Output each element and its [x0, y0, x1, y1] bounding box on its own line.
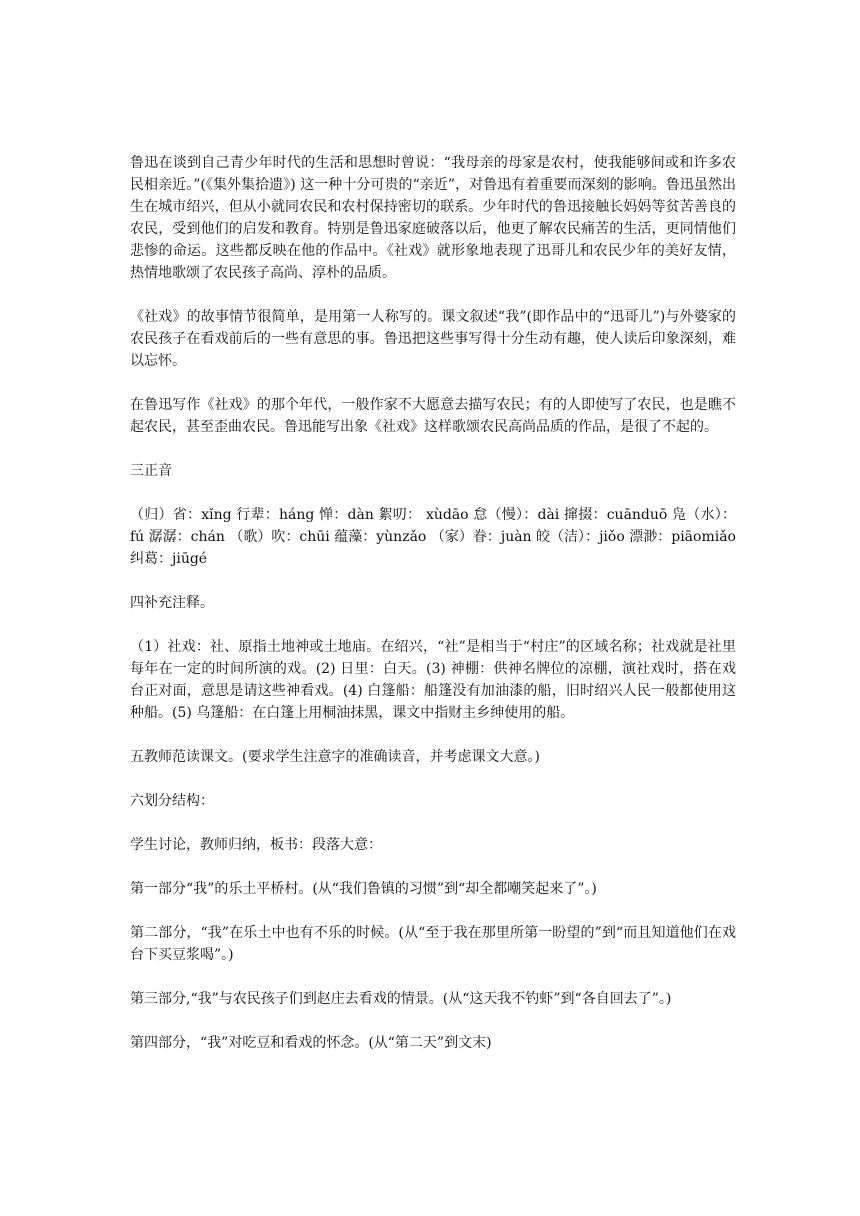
structure-part-4: 第四部分，“我”对吃豆和看戏的怀念。(从“第二天”到文末): [130, 1035, 492, 1051]
story-summary-paragraph: 《社戏》的故事情节很简单，是用第一人称写的。课文叙述“我”(即作品中的“迅哥儿”)与外婆家的农民孩子在看戏前后的一些有意思的事。鲁迅把这些事写得十分生动有趣，使人读后印象深刻，难以忘怀。: [130, 309, 736, 369]
notes-paragraph: （1）社戏：社、原指土地神或土地庙。在绍兴，“社”是相当于“村庄”的区域名称；社戏就是社里每年在一定的时间所演的戏。(2) 日里：白天。(3) 神棚：供神名牌位的凉棚，演社戏时，搭在戏台正对面，意思是请这些神看戏。(4) 白篷船：船篷没有加油漆的船，旧时绍兴人民一般都使用这种船。(5) 乌篷船：在白篷上用桐油抹黑，课文中指财主乡绅使用的船。: [130, 639, 736, 721]
structure-intro: 学生讨论，教师归纳，板书：段落大意：: [130, 837, 382, 853]
section-heading-pronunciation: 三正音: [130, 463, 172, 479]
structure-part-1: 第一部分“我”的乐土平桥村。(从“我们鲁镇的习惯”到“却全都嘲笑起来了”。): [130, 881, 597, 897]
structure-part-3: 第三部分,“我”与农民孩子们到赵庄去看戏的情景。(从“这天我不钓虾”到“各自回去了”。): [130, 991, 672, 1007]
section-heading-structure: 六划分结构：: [130, 793, 214, 809]
section-heading-reading: 五教师范读课文。(要求学生注意字的准确读音，并考虑课文大意。): [130, 749, 540, 765]
document-body: [130, 152, 736, 1076]
section-heading-notes: 四补充注释。: [130, 595, 214, 611]
structure-part-2: 第二部分，“我”在乐土中也有不乐的时候。(从“至于我在那里所第一盼望的”到“而且知道他们在戏台下买豆浆喝”。): [130, 925, 736, 963]
significance-paragraph: 在鲁迅写作《社戏》的那个年代，一般作家不大愿意去描写农民；有的人即使写了农民，也是瞧不起农民，甚至歪曲农民。鲁迅能写出象《社戏》这样歌颂农民高尚品质的作品，是很了不起的。: [130, 397, 736, 435]
intro-paragraph: 鲁迅在谈到自己青少年时代的生活和思想时曾说：“我母亲的母家是农村，使我能够间或和许多农民相亲近。”(《集外集拾遗》) 这一种十分可贵的“亲近”，对鲁迅有着重要而深刻的影响。鲁迅虽然出生在城市绍兴，但从小就同农民和农村保持密切的联系。少年时代的鲁迅接触长妈妈等贫苦善良的农民，受到他们的启发和教育。特别是鲁迅家庭破落以后，他更了解农民痛苦的生活，更同情他们悲惨的命运。这些都反映在他的作品中。《社戏》就形象地表现了迅哥儿和农民少年的美好友情，热情地歌颂了农民孩子高尚、淳朴的品质。: [130, 155, 736, 281]
pronunciation-list: （归）省：xǐng 行辈：háng 惮：dàn 絮叨： xùdāo 怠（慢）：dài 撺掇：cuānduō 凫（水）：fú 潺潺：chán （歌）吹：chūi 蕴藻：yùnzǎo （家）眷：juàn 皎（洁）：jiǒo 漂渺：piāomiǎo 纠葛：jiūgé: [130, 507, 736, 567]
